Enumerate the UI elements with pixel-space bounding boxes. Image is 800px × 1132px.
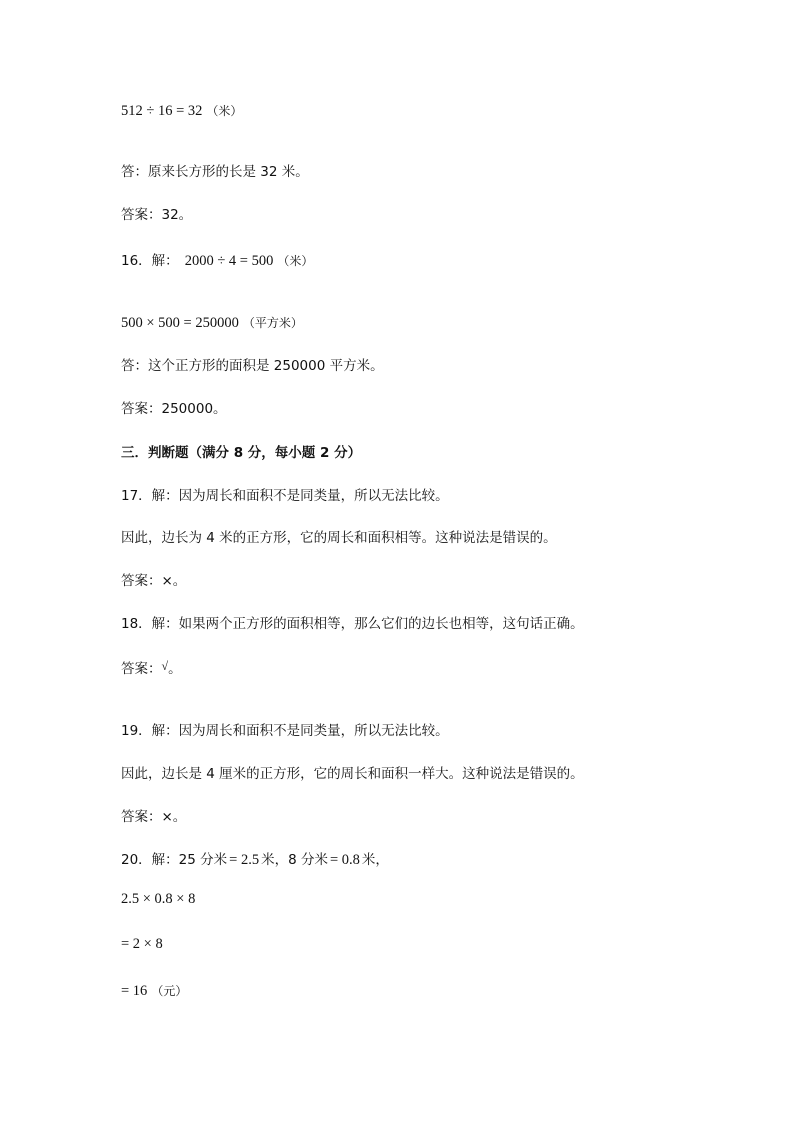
check-mark: √ <box>161 659 169 673</box>
answer-final: 答案：250000。 <box>121 401 227 417</box>
answer-final: 答案：×。 <box>121 809 187 825</box>
unit-label: （元） <box>151 984 188 998</box>
answer-sentence: 答：这个正方形的面积是 250000 平方米。 <box>121 358 384 374</box>
math-expression: = 16 <box>121 983 148 999</box>
problem-19-line: 19．解：因为周长和面积不是同类量，所以无法比较。 <box>121 723 449 739</box>
answer-final: 答案：×。 <box>121 573 187 589</box>
problem-16-line <box>121 251 313 271</box>
answer-label: 答案： <box>121 661 162 677</box>
answer-sentence: 答：原来长方形的长是 32 米。 <box>121 164 309 180</box>
text-part: 20．解：25 分米 <box>121 852 228 868</box>
explanation-line: 因此，边长为 4 米的正方形，它的周长和面积相等。这种说法是错误的。 <box>121 530 557 546</box>
math-expression: 2000 ÷ 4 = 500 <box>184 253 274 269</box>
period: 。 <box>168 661 182 677</box>
section-heading: 三．判断题（满分 8 分，每小题 2 分） <box>121 445 362 461</box>
answer-final: 答案：32。 <box>121 207 193 223</box>
calc-line <box>121 981 187 1001</box>
answer-final <box>121 659 182 679</box>
math-expression: 512 ÷ 16 = 32 <box>121 103 203 119</box>
calc-line-500 <box>121 313 303 333</box>
math-expression: 2.5 × 0.8 × 8 <box>121 891 196 907</box>
explanation-line: 因此，边长是 4 厘米的正方形，它的周长和面积一样大。这种说法是错误的。 <box>121 766 584 782</box>
math-expression: 500 × 500 = 250000 <box>121 315 239 331</box>
problem-18-line: 18．解：如果两个正方形的面积相等，那么它们的边长也相等，这句话正确。 <box>121 616 584 632</box>
text-part: 米， <box>361 852 389 868</box>
calc-line-512 <box>121 101 242 121</box>
text-part: 米，8 分米 <box>261 852 328 868</box>
calc-line <box>121 934 163 954</box>
problem-label: 16．解： <box>121 253 179 269</box>
math-expression: = 0.8 <box>329 852 360 868</box>
calc-line <box>121 889 195 909</box>
math-expression: = 2 × 8 <box>121 936 163 952</box>
problem-20-line <box>121 850 389 870</box>
math-expression: = 2.5 <box>229 852 260 868</box>
problem-17-line: 17．解：因为周长和面积不是同类量，所以无法比较。 <box>121 488 449 504</box>
unit-label: （平方米） <box>242 316 303 330</box>
unit-label: （米） <box>206 104 243 118</box>
unit-label: （米） <box>277 254 314 268</box>
